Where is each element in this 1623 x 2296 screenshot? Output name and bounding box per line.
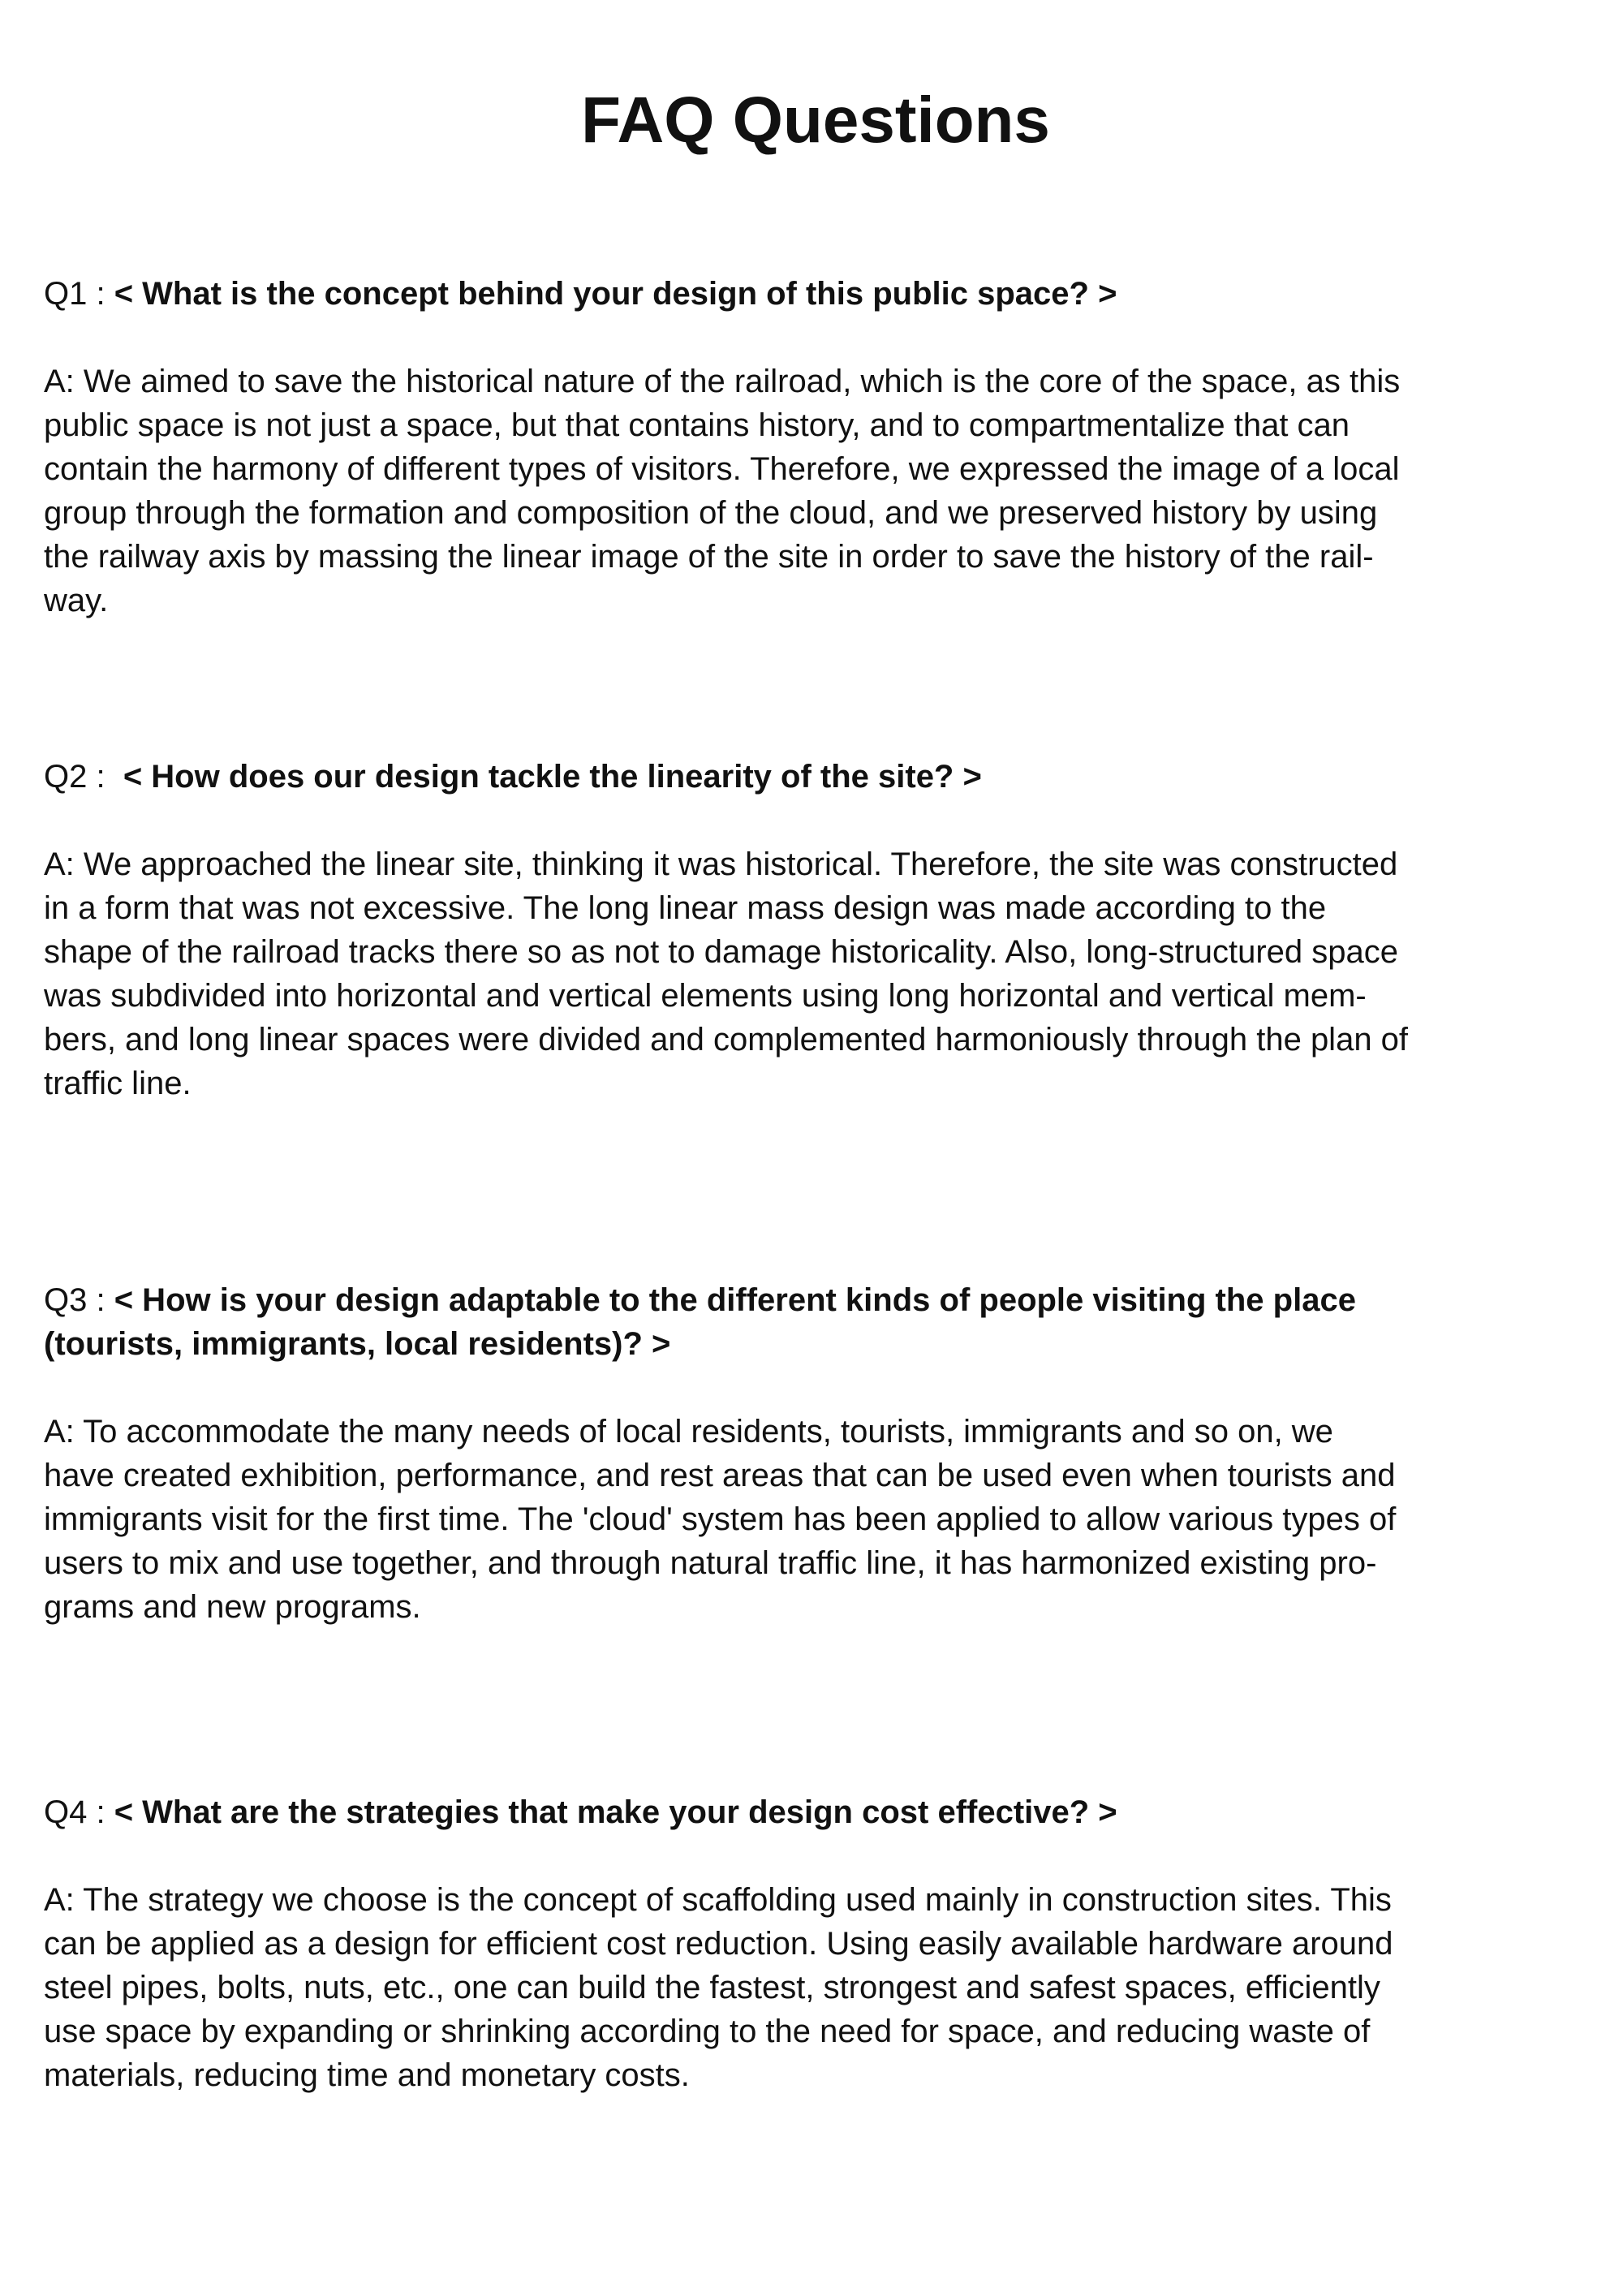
question-text: < What is the concept behind your design of this public space? > [114, 276, 1117, 312]
question-q4 [44, 1790, 1586, 1834]
faq-item-q1 [44, 272, 1586, 622]
answer-q4 [44, 1878, 1586, 2097]
question-number: Q2 : [44, 759, 123, 795]
page-title: FAQ Questions [581, 84, 1050, 156]
answer-line: have created exhibition, performance, and rest areas that can be used even when tourists and [44, 1458, 1396, 1493]
faq-item-q2 [44, 755, 1586, 1105]
faq-item-q4 [44, 1790, 1586, 2097]
question-text: < What are the strategies that make your design cost effective? > [114, 1794, 1117, 1830]
faq-item-q3 [44, 1278, 1586, 1629]
question-number: Q4 : [44, 1794, 114, 1830]
answer-line: in a form that was not excessive. The long linear mass design was made according to the [44, 890, 1327, 926]
answer-line: group through the formation and composition of the cloud, and we preserved history by using [44, 495, 1378, 531]
answer-line: A: We aimed to save the historical nature of the railroad, which is the core of the space, as this [44, 364, 1401, 399]
answer-line: was subdivided into horizontal and vertical elements using long horizontal and vertical mem- [44, 978, 1367, 1014]
question-q2 [44, 755, 1586, 799]
answer-line: shape of the railroad tracks there so as not to damage historicality. Also, long-structured space [44, 934, 1399, 970]
answer-line: A: We approached the linear site, thinking it was historical. Therefore, the site was constructed [44, 846, 1398, 882]
answer-line: use space by expanding or shrinking according to the need for space, and reducing waste of [44, 2014, 1371, 2049]
question-q3 [44, 1278, 1586, 1366]
question-text: < How does our design tackle the linearity of the site? > [123, 759, 982, 795]
question-number: Q3 : [44, 1282, 114, 1318]
answer-line: A: The strategy we choose is the concept of scaffolding used mainly in construction sites. This [44, 1882, 1392, 1918]
answer-line: materials, reducing time and monetary costs. [44, 2057, 690, 2093]
answer-q2 [44, 842, 1586, 1105]
answer-q1 [44, 360, 1586, 622]
answer-line: traffic line. [44, 1066, 192, 1101]
answer-line: the railway axis by massing the linear image of the site in order to save the history of the rail- [44, 539, 1374, 575]
answer-line: steel pipes, bolts, nuts, etc., one can build the fastest, strongest and safest spaces, efficiently [44, 1970, 1380, 2005]
question-q1 [44, 272, 1586, 316]
answer-line: users to mix and use together, and through natural traffic line, it has harmonized existing pro- [44, 1545, 1377, 1581]
answer-line: can be applied as a design for efficient cost reduction. Using easily available hardware around [44, 1926, 1393, 1962]
question-number: Q1 : [44, 276, 114, 312]
question-text: (tourists, immigrants, local residents)? > [44, 1326, 671, 1362]
answer-line: contain the harmony of different types of visitors. Therefore, we expressed the image of a local [44, 451, 1400, 487]
answer-line: bers, and long linear spaces were divided and complemented harmoniously through the plan of [44, 1022, 1409, 1058]
answer-line: immigrants visit for the first time. The 'cloud' system has been applied to allow various types of [44, 1501, 1397, 1537]
answer-line: grams and new programs. [44, 1589, 421, 1625]
question-text: < How is your design adaptable to the different kinds of people visiting the place [114, 1282, 1356, 1318]
answer-line: way. [44, 583, 109, 618]
answer-line: public space is not just a space, but that contains history, and to compartmentalize that can [44, 407, 1350, 443]
answer-q3 [44, 1410, 1586, 1629]
answer-line: A: To accommodate the many needs of local residents, tourists, immigrants and so on, we [44, 1414, 1333, 1450]
